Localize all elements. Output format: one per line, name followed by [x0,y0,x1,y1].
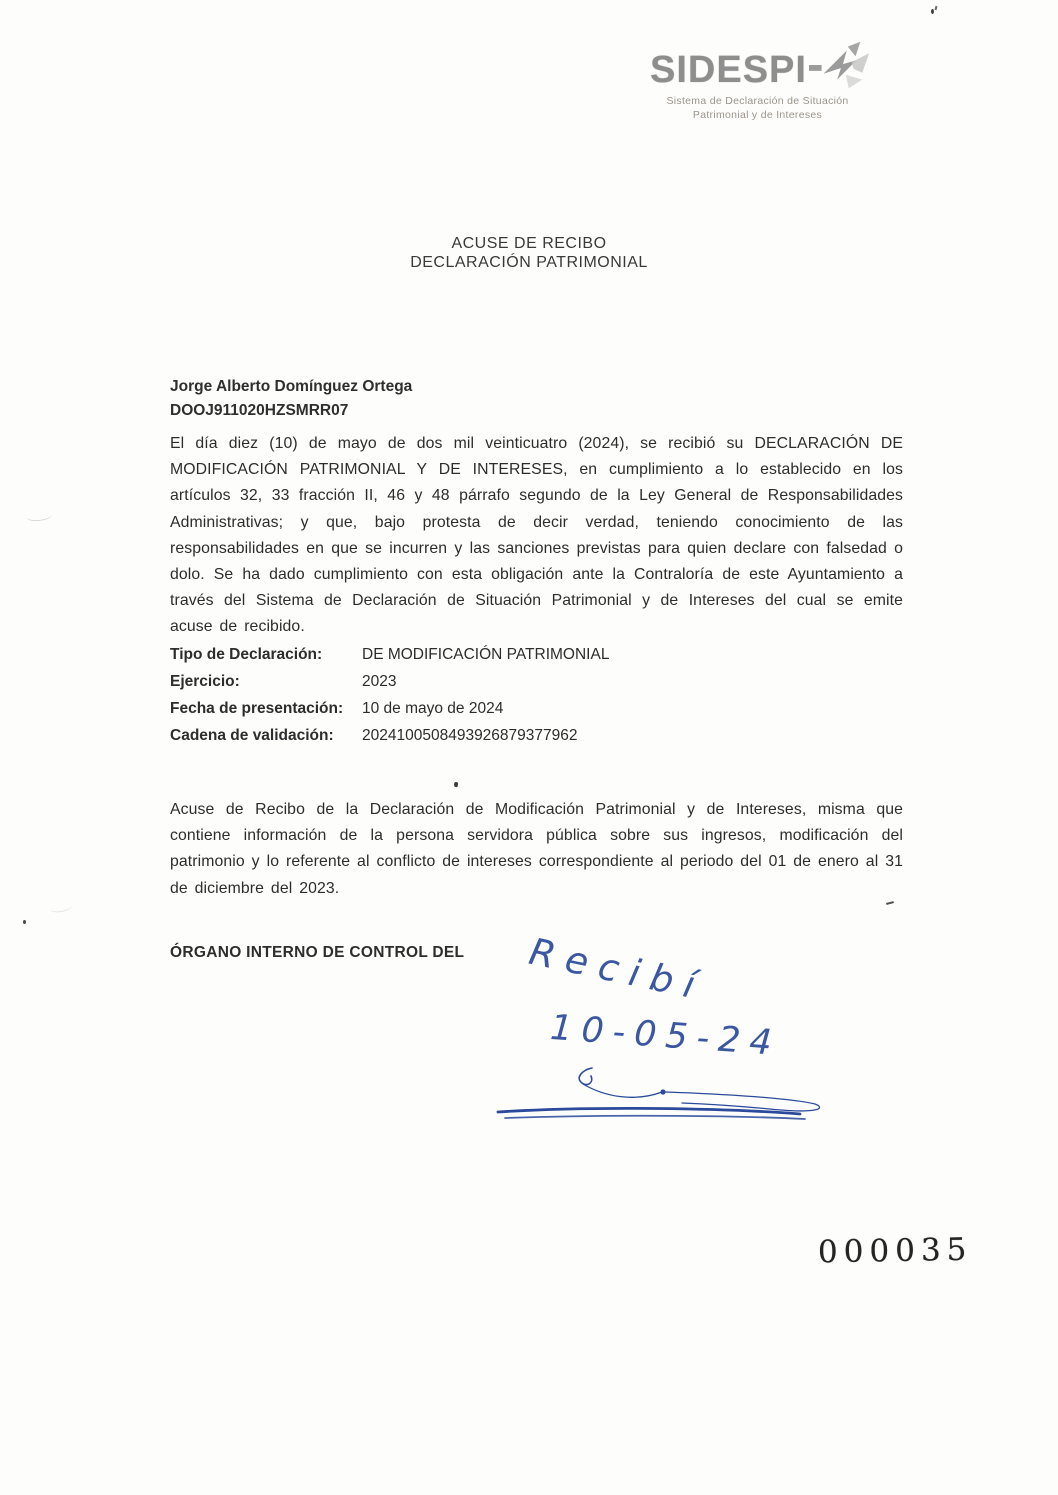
declarant-block [170,375,412,422]
sidespi-logo-subtitle [650,94,865,122]
title-line-acuse: ACUSE DE RECIBO [451,235,607,252]
field-value: 10 de mayo de 2024 [362,700,504,717]
field-value: DE MODIFICACIÓN PATRIMONIAL [362,646,610,663]
declarant-curp: DOOJ911020HZSMRR07 [170,401,349,419]
declarant-name: Jorge Alberto Domínguez Ortega [170,378,413,395]
handwritten-received-text: Recibí [525,929,710,1010]
declaration-fields [170,641,609,749]
field-row-fecha [170,695,609,722]
field-value: 2024100508493926879377962 [362,727,578,744]
scan-artifact-margin-curve [49,901,72,914]
field-value: 2023 [362,673,397,690]
field-row-ejercicio [170,668,609,695]
field-label: Fecha de presentación: [170,700,344,717]
title-line-declaracion: DECLARACIÓN PATRIMONIAL [410,254,648,271]
scan-artifact-corner-speck [931,6,937,15]
body-paragraph-1: El día diez (10) de mayo de dos mil veinticuatro (2024), se recibió su DECLARACIÓN DE MODIFICACIÓN PATRIMONIAL Y DE INTERESES, en cumplimiento a lo establecido en los artículos 32, 33 fracción II, 46 y 48 párrafo segundo de la Ley General de Responsabilidades Administrativas; y que, bajo protesta de decir verdad, teniendo conocimiento de las responsabilidades en que se incurren y las sanciones previstas para quien declare con falsedad o dolo. Se ha dado cumplimiento con esta obligación ante la Contraloría de este Ayuntamiento a través del Sistema de Declaración de Situación Patrimonial y de Intereses del cual se emite acuse de recibido. [170,435,903,636]
field-row-tipo [170,641,609,668]
field-label: Tipo de Declaración: [170,646,323,663]
scan-artifact-dot [23,920,26,924]
sidespi-logo-text: SIDESPI [650,49,807,91]
sidespi-logo-row [650,48,875,92]
body-paragraph-2: Acuse de Recibo de la Declaración de Modificación Patrimonial y de Intereses, misma que contiene información de la persona servidora pública sobre sus ingresos, modificación del patrimonio y lo referente al conflicto de intereses correspondiente al periodo del 01 de enero al 31 de diciembre del 2023. [170,801,903,897]
scan-artifact-margin-squiggle [25,509,52,523]
sidespi-logo [650,48,875,122]
sidespi-subtitle-line1: Sistema de Declaración de Situación [666,95,849,107]
handwritten-date: 10-05-24 [548,1007,782,1065]
organ-heading: ÓRGANO INTERNO DE CONTROL DEL [170,944,465,961]
signature-flourish [470,1056,890,1134]
sidespi-arrow-icon [809,40,871,92]
sidespi-subtitle-line2: Patrimonial y de Intereses [692,109,823,121]
field-row-cadena [170,722,609,749]
folio-stamp-number: 000035 [817,1231,973,1271]
field-label: Cadena de validación: [170,727,334,744]
document-title [0,234,1058,272]
scan-artifact-dot [454,782,458,788]
field-label: Ejercicio: [170,673,240,690]
